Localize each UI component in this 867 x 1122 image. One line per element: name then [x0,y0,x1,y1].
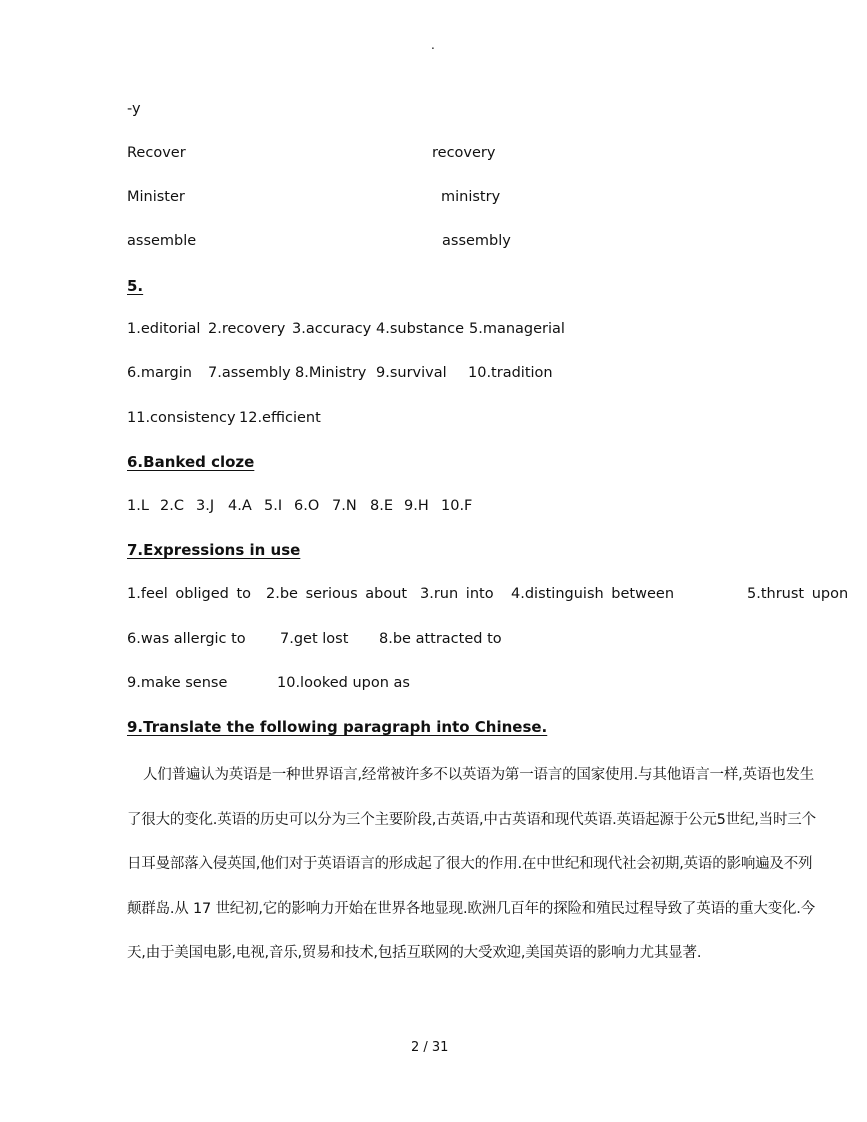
answer-item: 8.Ministry [295,365,367,381]
answer-item: 9.survival [376,365,447,381]
word-noun: ministry [441,189,501,205]
answer-item: 6.was allergic to [127,631,246,647]
answer-item: 4.distinguish between [511,586,675,602]
answer-item: 1.editorial [127,321,201,337]
answer-item: 9.H [404,498,429,514]
answer-item: 10.looked upon as [277,675,410,691]
translation-line: 了很大的变化.英语的历史可以分为三个主要阶段,古英语,中古英语和现代英语.英语起源于公元5世纪,当时三个 [127,812,816,828]
answer-item: 7.assembly [208,365,291,381]
suffix-label: -y [127,101,141,117]
answer-item: 3.run into [420,586,494,602]
translation-line: 颠群岛.从 17 世纪初,它的影响力开始在世界各地显现.欧洲几百年的探险和殖民过程导致了英语的重大变化.今 [127,901,816,917]
translation-line: 天,由于美国电影,电视,音乐,贸易和技术,包括互联网的大受欢迎,美国英语的影响力尤其显著. [127,945,702,961]
answer-item: 10.F [441,498,473,514]
answer-item: 8.be attracted to [379,631,502,647]
answer-item: 6.margin [127,365,192,381]
answer-item: 2.recovery [208,321,286,337]
answer-item: 8.E [370,498,393,514]
answer-item: 2.C [160,498,184,514]
answer-item: 11.consistency [127,410,236,426]
answer-item: 12.efficient [239,410,321,426]
translation-line: 人们普遍认为英语是一种世界语言,经常被许多不以英语为第一语言的国家使用.与其他语言一样,英语也发生 [143,767,815,783]
answer-item: 5.I [264,498,283,514]
word-verb: Minister [127,189,185,205]
answer-item: 9.make sense [127,675,228,691]
answer-item: 3.J [196,498,215,514]
word-verb: assemble [127,233,197,249]
answer-item: 2.be serious about [266,586,408,602]
section-9-heading: 9.Translate the following paragraph into Chinese. [127,718,548,736]
answer-item: 1.feel obliged to [127,586,252,602]
answer-item: 10.tradition [468,365,553,381]
answer-item: 7.get lost [280,631,349,647]
answer-item: 4.substance [376,321,464,337]
answer-item: 4.A [228,498,252,514]
answer-item: 3.accuracy [292,321,372,337]
answer-item: 1.L [127,498,149,514]
answer-item: 5.managerial [469,321,565,337]
word-verb: Recover [127,145,186,161]
section-7-heading: 7.Expressions in use [127,541,301,559]
header-mark: . [431,38,435,52]
answer-item: 6.O [294,498,320,514]
word-noun: recovery [432,145,496,161]
answer-item: 5.thrust upon [747,586,849,602]
answer-item: 7.N [332,498,357,514]
word-noun: assembly [442,233,511,249]
section-6-heading: 6.Banked cloze [127,453,255,471]
page-number: 2 / 31 [411,1040,449,1055]
translation-line: 日耳曼部落入侵英国,他们对于英语语言的形成起了很大的作用.在中世纪和现代社会初期,英语的影响遍及不列 [127,856,813,872]
section-5-heading: 5. [127,277,144,295]
